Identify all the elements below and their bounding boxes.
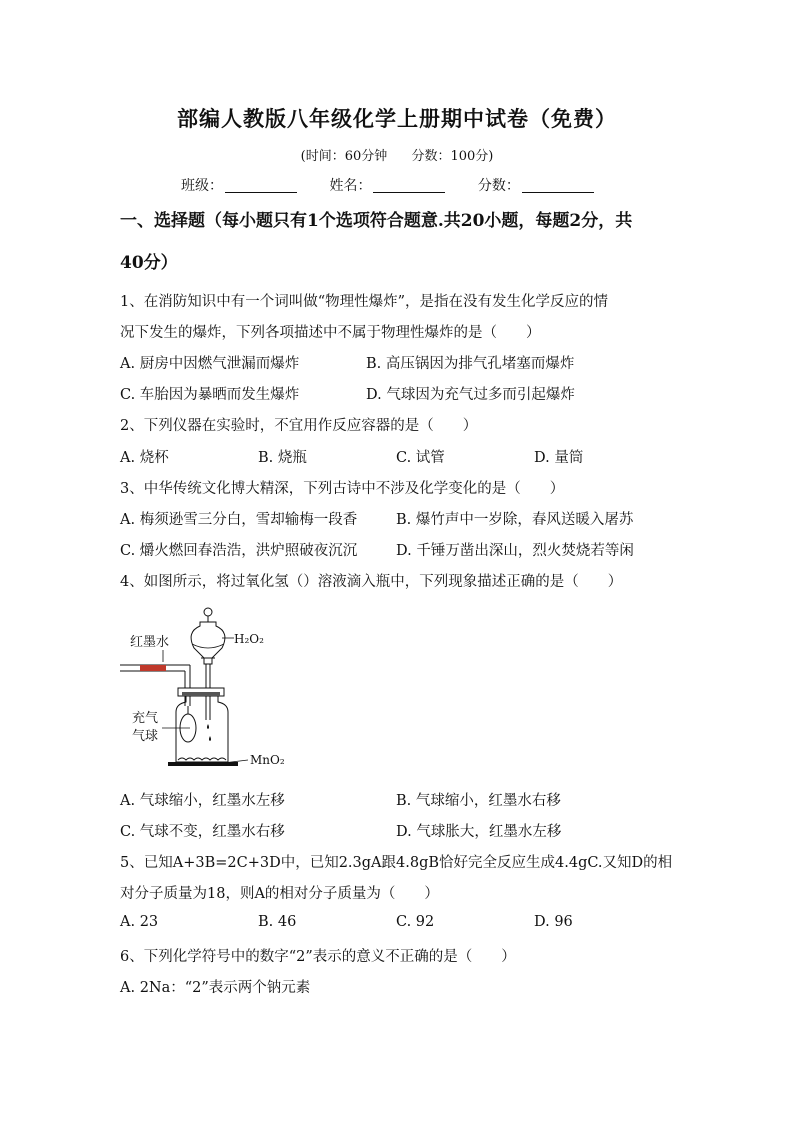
q4-stem: 4、如图所示，将过氧化氢（）溶液滴入瓶中，下列现象描述正确的是（ ） bbox=[120, 574, 623, 590]
q5-option-c: C. 92 bbox=[396, 914, 435, 930]
section-heading-line1: 一、选择题（每小题只有1个选项符合题意.共20小题，每题2分，共 bbox=[120, 211, 633, 231]
score-label: 分数： bbox=[477, 178, 520, 194]
q3-option-c: C. 爝火燃回春浩浩，洪炉照破夜沉沉 bbox=[120, 543, 358, 559]
q4-option-a: A. 气球缩小，红墨水左移 bbox=[120, 793, 285, 809]
exam-meta bbox=[0, 145, 794, 164]
q5-option-a: A. 23 bbox=[120, 914, 159, 930]
q5-stem-line2: 对分子质量为18，则A的相对分子质量为（ ） bbox=[120, 886, 439, 902]
q3-option-a: A. 梅须逊雪三分白，雪却输梅一段香 bbox=[120, 512, 358, 528]
class-label: 班级： bbox=[181, 178, 223, 194]
q1-stem-line1: 1、在消防知识中有一个词叫做“物理性爆炸”，是指在没有发生化学反应的情 bbox=[120, 294, 609, 310]
q1-option-a: A. 厨房中因燃气泄漏而爆炸 bbox=[120, 356, 300, 372]
q2-option-c: C. 试管 bbox=[396, 450, 445, 466]
q2-stem: 2、下列仪器在实验时，不宜用作反应容器的是（ ） bbox=[120, 418, 478, 434]
name-blank bbox=[373, 178, 445, 193]
student-info-row bbox=[181, 175, 622, 195]
q3-option-d: D. 千锤万凿出深山，烈火焚烧若等闲 bbox=[396, 543, 634, 559]
q3-stem: 3、中华传统文化博大精深，下列古诗中不涉及化学变化的是（ ） bbox=[120, 481, 565, 497]
q2-option-d: D. 量筒 bbox=[534, 450, 584, 466]
section-heading-line2: 40分） bbox=[120, 253, 178, 273]
apparatus-diagram bbox=[118, 600, 308, 775]
q4-apparatus-figure bbox=[118, 600, 308, 775]
section-heading bbox=[120, 200, 680, 284]
q1-option-c: C. 车胎因为暴晒而发生爆炸 bbox=[120, 387, 300, 403]
q4-option-c: C. 气球不变，红墨水右移 bbox=[120, 824, 285, 840]
page-title: 部编人教版八年级化学上册期中试卷（免费） bbox=[177, 106, 617, 131]
q4-option-d: D. 气球胀大，红墨水左移 bbox=[396, 824, 562, 840]
red-ink-drop bbox=[140, 665, 166, 671]
q6-option-a: A. 2Na：“2”表示两个钠元素 bbox=[120, 980, 311, 996]
name-label: 姓名： bbox=[329, 178, 372, 194]
score-blank bbox=[522, 178, 594, 193]
q1-stem-line2: 况下发生的爆炸，下列各项描述中不属于物理性爆炸的是（ ） bbox=[120, 325, 541, 341]
q4-option-b: B. 气球缩小，红墨水右移 bbox=[396, 793, 561, 809]
q5-stem-line1: 5、已知A+3B=2C+3D中，已知2.3gA跟4.8gB恰好完全反应生成4.4gC.又知D的相 bbox=[120, 855, 673, 871]
fig-label-balloon-1: 充气 bbox=[132, 711, 159, 726]
q1-option-b: B. 高压锅因为排气孔堵塞而爆炸 bbox=[366, 356, 575, 372]
q2-option-b: B. 烧瓶 bbox=[258, 450, 307, 466]
q5-option-d: D. 96 bbox=[534, 914, 573, 930]
fig-label-mno2: MnO₂ bbox=[250, 753, 285, 767]
q2-option-a: A. 烧杯 bbox=[120, 450, 169, 466]
q5-option-b: B. 46 bbox=[258, 914, 297, 930]
q3-option-b: B. 爆竹声中一岁除，春风送暖入屠苏 bbox=[396, 512, 634, 528]
fig-label-balloon-2: 气球 bbox=[132, 729, 159, 744]
exam-time: (时间：60分钟 bbox=[300, 149, 388, 164]
fig-label-red-ink: 红墨水 bbox=[130, 635, 170, 650]
q6-stem: 6、下列化学符号中的数字“2”表示的意义不正确的是（ ） bbox=[120, 949, 516, 965]
q1-option-d: D. 气球因为充气过多而引起爆炸 bbox=[366, 387, 575, 403]
fig-label-h2o2: H₂O₂ bbox=[234, 632, 264, 646]
class-blank bbox=[225, 178, 297, 193]
exam-total-score: 分数：100分) bbox=[411, 149, 494, 164]
